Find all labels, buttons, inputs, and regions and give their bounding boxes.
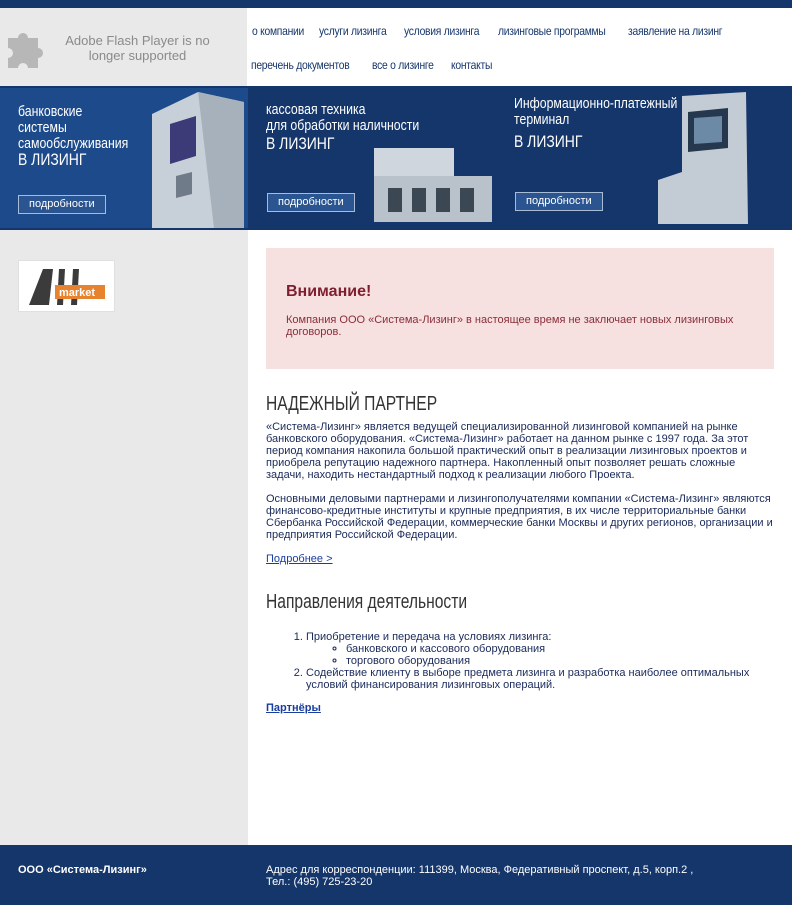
list-item: ◦ торгового оборудования [346, 655, 766, 667]
notice-text: Компания ООО «Система-Лизинг» в настоящее время не заключает новых лизинговых договоров. [286, 314, 734, 338]
list-item: ◦ банковского и кассового оборудования [346, 643, 766, 655]
nav-services[interactable]: услуги лизинга [319, 24, 387, 38]
banner-atm-text: банковские системы самообслуживания [18, 103, 129, 152]
atm-icon [144, 90, 248, 228]
more-link[interactable]: Подробнее > [266, 553, 333, 565]
footer-company: ООО «Система-Лизинг» [18, 864, 147, 876]
partners-link-wrap [266, 702, 774, 714]
logo-text: market [59, 287, 96, 299]
banner-atm-big: В ЛИЗИНГ [18, 150, 87, 169]
banner-cash-button[interactable]: подробности [267, 193, 355, 212]
flash-message: Adobe Flash Player is no longer supported [65, 33, 210, 63]
directions-item-1: Приобретение и передача на условиях лизинга: [306, 631, 552, 643]
notice-box [266, 248, 774, 369]
nav-all-about[interactable]: все о лизинге [372, 58, 434, 72]
page-bottom [0, 905, 792, 919]
footer-contacts [266, 864, 693, 888]
nav-documents[interactable]: перечень документов [251, 58, 350, 72]
nav-application[interactable]: заявление на лизинг [628, 24, 723, 38]
footer-phone: Тел.: (495) 725-23-20 [266, 876, 373, 888]
nav-about[interactable]: о компании [252, 24, 305, 38]
flash-placeholder [0, 8, 248, 88]
partners-link[interactable]: Партнёры [266, 702, 321, 714]
partner-paragraph-2: Основными деловыми партнерами и лизингополучателями компании «Система-Лизинг» являются финансово-кредитные институты и крупные предприятия, в их числе территориальные банки Сбербанка Российской Федерации, коммерческие банки Москвы и других регионов, организации и предприятия Российской Федерации. [266, 493, 773, 541]
all-market-logo-icon [19, 261, 114, 311]
cash-machine-icon [370, 138, 496, 224]
nav-contacts[interactable]: контакты [451, 58, 493, 72]
directions-title: Направления деятельности [266, 591, 468, 613]
notice-title: Внимание! [286, 283, 372, 300]
nav-programs[interactable]: лизинговые программы [498, 24, 606, 38]
partner-paragraph-1: «Система-Лизинг» является ведущей специализированной лизинговой компанией на рынке банковского оборудования. «Система-Лизинг» работает на данном рынке с 1997 года. За этот период компания накопила большой практический опыт в реализации лизинговых проектов и приобрела репутацию надежного партнера. Накопленный опыт позволяет решать сложные задачи, находить нестандартный подход к реализации любого Проекта. [266, 421, 749, 481]
banner-terminal-text: Информационно-платежный терминал [514, 95, 678, 128]
more-link-wrap [266, 553, 774, 565]
partner-title: НАДЕЖНЫЙ ПАРТНЕР [266, 393, 438, 415]
terminal-icon [654, 90, 750, 226]
partner-logo[interactable] [18, 260, 115, 312]
plugin-icon [2, 24, 50, 72]
sidebar [0, 230, 248, 845]
banner-terminal-big: В ЛИЗИНГ [514, 132, 583, 151]
main-nav [248, 8, 792, 86]
banner-atm[interactable] [0, 88, 248, 228]
banner-atm-button[interactable]: подробности [18, 195, 106, 214]
footer [0, 845, 792, 905]
list-item: 2. Содействие клиенту в выборе предмета лизинга и разработка наиболее оптимальных условий финансирования лизинговых операций. [306, 667, 766, 691]
nav-conditions[interactable]: условия лизинга [404, 24, 480, 38]
directions-list [306, 631, 766, 691]
footer-address: Адрес для корреспонденции: 111399, Москва, Федеративный проспект, д.5, корп.2 , [266, 864, 694, 876]
banner-terminal-button[interactable]: подробности [515, 192, 603, 211]
top-bar [0, 0, 792, 8]
list-item [306, 631, 766, 667]
banner-cash-text: кассовая техника для обработки наличности [266, 101, 420, 134]
banner-cash-big: В ЛИЗИНГ [266, 134, 335, 153]
